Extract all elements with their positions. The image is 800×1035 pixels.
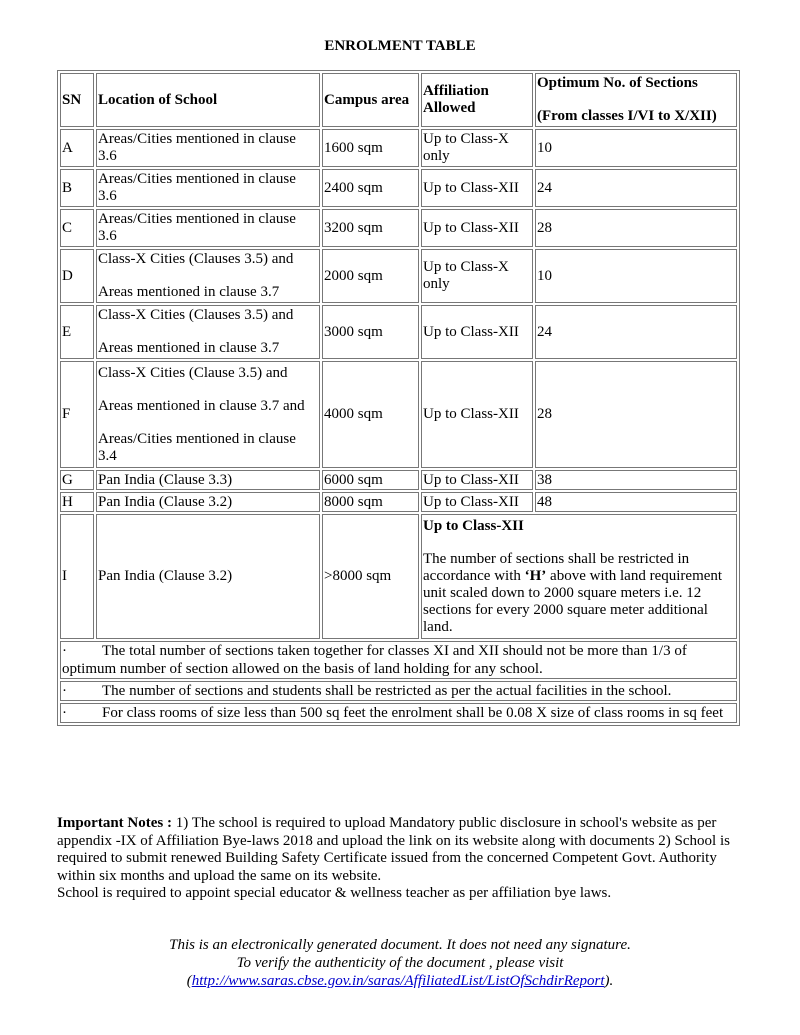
cell-sn: E <box>60 305 94 359</box>
table-row-b <box>60 169 737 207</box>
cell-campus-area: 2400 sqm <box>322 169 419 207</box>
footer <box>0 936 800 990</box>
cell-sn: H <box>60 492 94 512</box>
footer-line3: (http://www.saras.cbse.gov.in/saras/AffiliatedList/ListOfSchdirReport). <box>186 973 614 989</box>
cell-sections: 10 <box>535 129 737 167</box>
table-row-h <box>60 492 737 512</box>
row-i-campus: >8000 sqm <box>322 514 419 639</box>
header-sections-line2: (From classes I/VI to X/XII) <box>537 108 717 124</box>
table-row-f <box>60 361 737 468</box>
row-i-affiliation-title: Up to Class-XII <box>423 517 524 534</box>
cell-affiliation: Up to Class-XII <box>421 361 533 468</box>
table-note-row <box>60 641 737 679</box>
header-affiliation: Affiliation Allowed <box>421 73 533 127</box>
table-note-row <box>60 681 737 701</box>
row-i-note <box>423 551 722 635</box>
row-i-note-before: The number of sections shall be restricted in accordance with <box>423 550 690 584</box>
cell-location <box>96 209 320 247</box>
cell-location <box>96 169 320 207</box>
row-i-note-after: above with land requirement unit scaled down to 2000 square meters i.e. 12 sections for every 2000 square meter additional land. <box>423 567 723 635</box>
cell-sn: A <box>60 129 94 167</box>
cell-affiliation: Up to Class-XII <box>421 305 533 359</box>
header-campus-area: Campus area <box>322 73 419 127</box>
footer-line1: This is an electronically generated document. It does not need any signature. <box>169 937 631 953</box>
row-i-sn: I <box>60 514 94 639</box>
table-row-g <box>60 470 737 490</box>
table-note-1: · The total number of sections taken together for classes XI and XII should not be more than 1/3 of optimum number of section allowed on the basis of land holding for any school. <box>60 641 737 679</box>
row-i-note-bold: ‘H’ <box>524 567 547 584</box>
cell-campus-area: 3200 sqm <box>322 209 419 247</box>
cell-affiliation: Up to Class-XII <box>421 209 533 247</box>
cell-sn: B <box>60 169 94 207</box>
header-sn: SN <box>60 73 94 127</box>
location-line: Areas/Cities mentioned in clause 3.6 <box>98 211 296 244</box>
important-notes-text: 1) The school is required to upload Mandatory public disclosure in school's website as per appendix -IX of Affiliation Bye-laws 2018 and upload the link on its website along with documents 2) School is required to submit renewed Building Safety Certificate issued from the concerned Competent Govt. Authority within six months and upload the same on its website. <box>57 815 730 884</box>
location-line: Pan India (Clause 3.2) <box>98 493 233 510</box>
cell-sn: F <box>60 361 94 468</box>
location-line: Class-X Cities (Clauses 3.5) and <box>98 251 294 267</box>
location-line: Areas/Cities mentioned in clause 3.6 <box>98 171 296 204</box>
row-i-location: Pan India (Clause 3.2) <box>96 514 320 639</box>
table-note-3: · For class rooms of size less than 500 sq feet the enrolment shall be 0.08 X size of class rooms in sq feet <box>60 703 737 723</box>
table-note-row <box>60 703 737 723</box>
table-note-2: · The number of sections and students shall be restricted as per the actual facilities in the school. <box>60 681 737 701</box>
location-line: Areas mentioned in clause 3.7 <box>98 284 280 300</box>
cell-campus-area: 6000 sqm <box>322 470 419 490</box>
enrolment-table <box>57 70 740 726</box>
cell-sections: 10 <box>535 249 737 303</box>
cell-sn: G <box>60 470 94 490</box>
cell-sections: 24 <box>535 169 737 207</box>
location-line: Areas mentioned in clause 3.7 <box>98 340 280 356</box>
cell-campus-area: 2000 sqm <box>322 249 419 303</box>
table-row-a <box>60 129 737 167</box>
cell-sections: 48 <box>535 492 737 512</box>
header-sections-line1: Optimum No. of Sections <box>537 75 698 91</box>
cell-location <box>96 492 320 512</box>
cell-sn: C <box>60 209 94 247</box>
cell-affiliation: Up to Class-XII <box>421 492 533 512</box>
verify-link[interactable]: http://www.saras.cbse.gov.in/saras/AffiliatedList/ListOfSchdirReport <box>191 973 605 989</box>
cell-campus-area: 8000 sqm <box>322 492 419 512</box>
page-title: ENROLMENT TABLE <box>324 38 476 54</box>
cell-campus-area: 4000 sqm <box>322 361 419 468</box>
cell-location <box>96 361 320 468</box>
important-notes-line2: School is required to appoint special educator & wellness teacher as per affiliation bye laws. <box>57 885 612 901</box>
table-row-i <box>60 514 737 639</box>
cell-affiliation: Up to Class-X only <box>421 129 533 167</box>
cell-sn: D <box>60 249 94 303</box>
cell-sections: 28 <box>535 361 737 468</box>
cell-affiliation: Up to Class-XII <box>421 169 533 207</box>
cell-affiliation: Up to Class-XII <box>421 470 533 490</box>
important-notes <box>57 815 742 903</box>
footer-line2: To verify the authenticity of the document , please visit <box>236 955 564 971</box>
cell-location <box>96 249 320 303</box>
cell-sections: 24 <box>535 305 737 359</box>
cell-affiliation: Up to Class-X only <box>421 249 533 303</box>
row-i-affiliation <box>421 514 737 639</box>
table-row-d <box>60 249 737 303</box>
important-notes-label: Important Notes : <box>57 815 172 831</box>
cell-sections: 38 <box>535 470 737 490</box>
location-line: Class-X Cities (Clause 3.5) and <box>98 364 288 381</box>
table-row-e <box>60 305 737 359</box>
cell-sections: 28 <box>535 209 737 247</box>
location-line: Class-X Cities (Clauses 3.5) and <box>98 307 294 323</box>
header-row <box>60 73 737 127</box>
location-line: Areas/Cities mentioned in clause 3.6 <box>98 131 296 164</box>
cell-location <box>96 470 320 490</box>
cell-campus-area: 1600 sqm <box>322 129 419 167</box>
header-sections <box>535 73 737 127</box>
cell-location <box>96 129 320 167</box>
location-line: Pan India (Clause 3.3) <box>98 471 233 488</box>
location-line: Areas/Cities mentioned in clause 3.4 <box>98 430 296 464</box>
cell-location <box>96 305 320 359</box>
table-body <box>60 129 737 723</box>
table-row-c <box>60 209 737 247</box>
cell-campus-area: 3000 sqm <box>322 305 419 359</box>
header-location: Location of School <box>96 73 320 127</box>
location-line: Areas mentioned in clause 3.7 and <box>98 397 305 414</box>
